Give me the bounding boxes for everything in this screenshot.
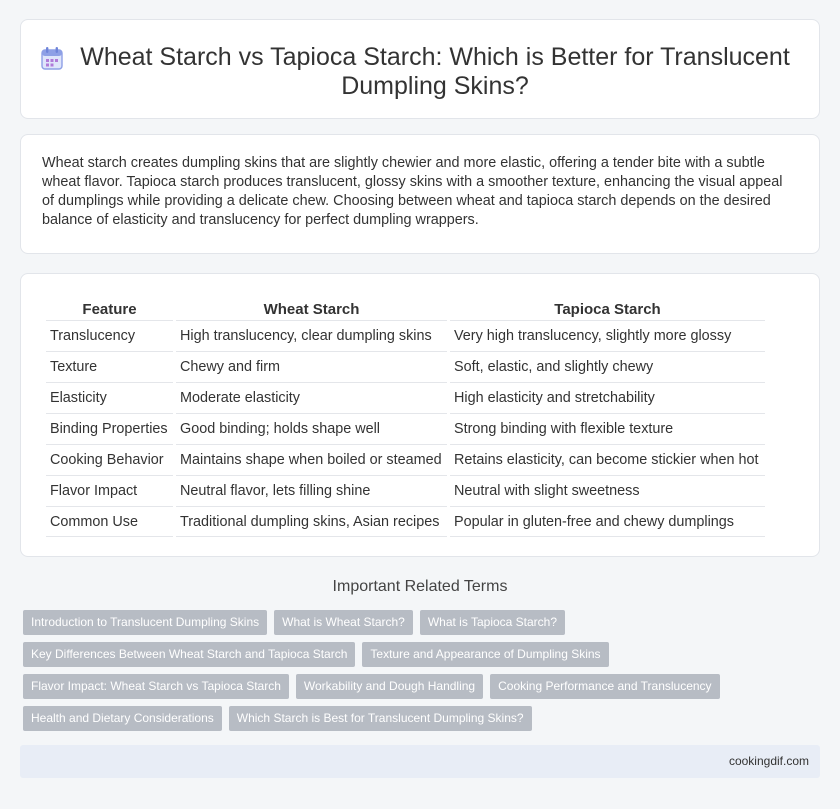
table-cell: Translucency (46, 320, 173, 351)
tag-row (23, 674, 823, 699)
table-header-wheat: Wheat Starch (263, 301, 360, 318)
tag-row (23, 610, 823, 635)
related-term-tag[interactable]: Which Starch is Best for Translucent Dumpling Skins? (229, 706, 532, 731)
table-cell: Neutral flavor, lets filling shine (176, 475, 447, 506)
table-cell: Cooking Behavior (46, 444, 173, 475)
table-cell: Chewy and firm (176, 351, 447, 382)
table-row (46, 351, 765, 382)
table-cell: Texture (46, 351, 173, 382)
related-term-tag[interactable]: Key Differences Between Wheat Starch and Tapioca Starch (23, 642, 355, 667)
comparison-table (43, 296, 768, 537)
related-term-tag[interactable]: Texture and Appearance of Dumpling Skins (362, 642, 608, 667)
table-row (46, 444, 765, 475)
related-term-tag[interactable]: Flavor Impact: Wheat Starch vs Tapioca Starch (23, 674, 289, 699)
table-cell: Popular in gluten-free and chewy dumplings (450, 506, 765, 537)
intro-card (20, 134, 820, 254)
table-cell: Maintains shape when boiled or steamed (176, 444, 447, 475)
related-term-tag[interactable]: Workability and Dough Handling (296, 674, 483, 699)
related-term-tag[interactable]: Cooking Performance and Translucency (490, 674, 719, 699)
table-row (46, 506, 765, 537)
comparison-table-card (20, 273, 820, 557)
table-cell: Traditional dumpling skins, Asian recipes (176, 506, 447, 537)
table-row (46, 475, 765, 506)
table-cell: Flavor Impact (46, 475, 173, 506)
table-cell: Moderate elasticity (176, 382, 447, 413)
related-terms-title: Important Related Terms (332, 578, 508, 595)
table-row (46, 382, 765, 413)
related-terms-list (23, 610, 823, 738)
calendar-icon (41, 46, 63, 70)
table-header-tapioca: Tapioca Starch (554, 301, 661, 318)
footer (20, 745, 820, 778)
table-cell: High translucency, clear dumpling skins (176, 320, 447, 351)
table-cell: High elasticity and stretchability (450, 382, 765, 413)
table-header-feature: Feature (82, 301, 137, 318)
related-term-tag[interactable]: Health and Dietary Considerations (23, 706, 222, 731)
table-cell: Elasticity (46, 382, 173, 413)
table-row (46, 320, 765, 351)
table-cell: Soft, elastic, and slightly chewy (450, 351, 765, 382)
intro-paragraph: Wheat starch creates dumpling skins that are slightly chewier and more elastic, offering a tender bite with a subtle wheat flavor. Tapioca starch produces translucent, glossy skins with a smoother texture, enhancing the visual appeal of dumplings while providing a delicate chew. Choosing between wheat and tapioca starch depends on the desired balance of elasticity and translucency for perfect dumpling wrappers. (42, 155, 783, 228)
related-term-tag[interactable]: Introduction to Translucent Dumpling Skins (23, 610, 267, 635)
tag-row (23, 706, 823, 731)
table-row (46, 413, 765, 444)
table-cell: Very high translucency, slightly more glossy (450, 320, 765, 351)
table-cell: Binding Properties (46, 413, 173, 444)
table-cell: Common Use (46, 506, 173, 537)
tag-row (23, 642, 823, 667)
header-card (20, 19, 820, 119)
footer-site-link[interactable]: cookingdif.com (728, 754, 809, 768)
table-cell: Neutral with slight sweetness (450, 475, 765, 506)
table-cell: Strong binding with flexible texture (450, 413, 765, 444)
table-cell: Good binding; holds shape well (176, 413, 447, 444)
page-title: Wheat Starch vs Tapioca Starch: Which is Better for Translucent Dumpling Skins? (80, 43, 790, 100)
related-term-tag[interactable]: What is Tapioca Starch? (420, 610, 565, 635)
table-cell: Retains elasticity, can become stickier when hot (450, 444, 765, 475)
related-term-tag[interactable]: What is Wheat Starch? (274, 610, 413, 635)
table-header-row (46, 296, 765, 320)
